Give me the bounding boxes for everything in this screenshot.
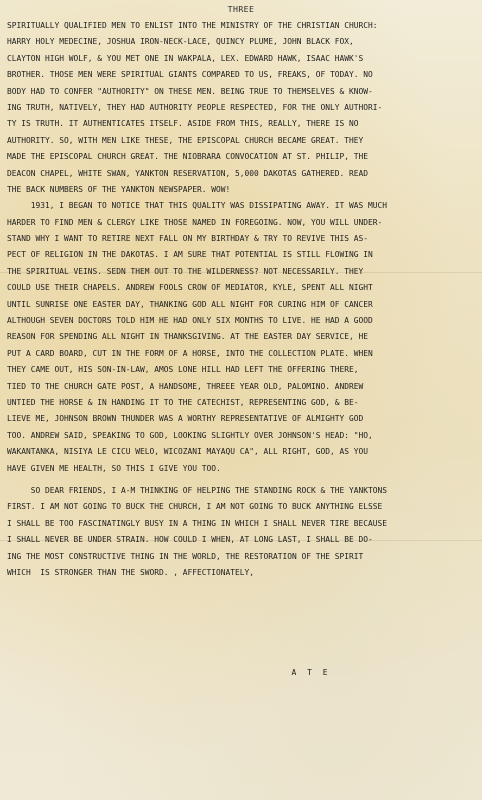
signature: A T E [291,668,331,677]
text-line: TIED TO THE CHURCH GATE POST, A HANDSOME, THREEE YEAR OLD, PALOMINO. ANDREW [7,381,364,391]
text-line: TY IS TRUTH. IT AUTHENTICATES ITSELF. ASIDE FROM THIS, REALLY, THERE IS NO [7,119,359,129]
letter-body [7,18,481,581]
text-line: SO DEAR FRIENDS, I A-M THINKING OF HELPING THE STANDING ROCK & THE YANKTONS [7,485,388,495]
text-line: PECT OF RELIGION IN THE DAKOTAS. I AM SURE THAT POTENTIAL IS STILL FLOWING IN [7,250,373,260]
text-line: REASON FOR SPENDING ALL NIGHT IN THANKSGIVING. AT THE EASTER DAY SERVICE, HE [7,332,369,342]
page-header: THREE [227,4,255,14]
text-line: AUTHORITY. SO, WITH MEN LIKE THESE, THE EPISCOPAL CHURCH BECAME GREAT. THEY [7,135,364,145]
text-line: HAVE GIVEN ME HEALTH, SO THIS I GIVE YOU TOO. [7,463,221,473]
text-line: THE BACK NUMBERS OF THE YANKTON NEWSPAPER. WOW! [7,184,231,194]
paragraph-3 [7,483,481,581]
text-line: SPIRITUALLY QUALIFIED MEN TO ENLIST INTO THE MINISTRY OF THE CHRISTIAN CHURCH: [7,21,378,30]
text-line: STAND WHY I WANT TO RETIRE NEXT FALL ON MY BIRTHDAY & TRY TO REVIVE THIS AS- [7,234,369,244]
text-line: THE SPIRITUAL VEINS. SEDN THEM OUT TO THE WILDERNESS? NOT NECESSARILY. THEY [7,266,364,276]
text-line: TOO. ANDREW SAID, SPEAKING TO GOD, LOOKING SLIGHTLY OVER JOHNSON'S HEAD: "HO, [7,430,373,440]
text-line: MADE THE EPISCOPAL CHURCH GREAT. THE NIOBRARA CONVOCATION AT ST. PHILIP, THE [7,152,369,162]
text-line: WHICH IS STRONGER THAN THE SWORD. , AFFECTIONATELY, [7,567,255,577]
text-line: COULD USE THEIR CHAPELS. ANDREW FOOLS CROW OF MEDIATOR, KYLE, SPENT ALL NIGHT [7,283,373,293]
text-line: HARDER TO FIND MEN & CLERGY LIKE THOSE NAMED IN FOREGOING. NOW, YOU WILL UNDER- [7,217,383,227]
text-line: ALTHOUGH SEVEN DOCTORS TOLD HIM HE HAD ONLY SIX MONTHS TO LIVE. HE HAD A GOOD [7,316,373,326]
paragraph-1 [7,18,481,198]
text-line: WAKANTANKA, NISIYA LE CICU WELO, WICOZANI MAYAQU CA", ALL RIGHT, GOD, AS YOU [7,447,369,457]
text-line: LIEVE ME, JOHNSON BROWN THUNDER WAS A WORTHY REPRESENTATIVE OF ALMIGHTY GOD [7,414,364,424]
text-line: BODY HAD TO CONFER "AUTHORITY" ON THESE MEN. BEING TRUE TO THEMSELVES & KNOW- [7,86,373,96]
text-line: UNTIED THE HORSE & IN HANDING IT TO THE CATECHIST, REPRESENTING GOD, & BE- [7,397,359,407]
text-line: I SHALL NEVER BE UNDER STRAIN. HOW COULD I WHEN, AT LONG LAST, I SHALL BE DO- [7,535,373,545]
text-line: HARRY HOLY MEDECINE, JOSHUA IRON-NECK-LACE, QUINCY PLUME, JOHN BLACK FOX, [7,37,354,47]
text-line: ING TRUTH, NATIVELY, THEY HAD AUTHORITY PEOPLE RESPECTED, FOR THE ONLY AUTHORI- [7,102,383,112]
text-line: CLAYTON HIGH WOLF, & YOU MET ONE IN WAKPALA, LEX. EDWARD HAWK, ISAAC HAWK'S [7,53,364,63]
text-line: BROTHER. THOSE MEN WERE SPIRITUAL GIANTS COMPARED TO US, FREAKS, OF TODAY. NO [7,70,373,80]
text-line: THEY CAME OUT, HIS SON-IN-LAW, AMOS LONE HILL HAD LEFT THE OFFERING THERE, [7,365,359,375]
text-line: 1931, I BEGAN TO NOTICE THAT THIS QUALITY WAS DISSIPATING AWAY. IT WAS MUCH [7,201,388,211]
text-line: FIRST. I AM NOT GOING TO BUCK THE CHURCH, I AM NOT GOING TO BUCK ANYTHING ELSSE [7,502,383,512]
text-line: UNTIL SUNRISE ONE EASTER DAY, THANKING GOD ALL NIGHT FOR CURING HIM OF CANCER [7,299,373,309]
paragraph-2 [7,198,481,477]
text-line: ING THE MOST CONSTRUCTIVE THING IN THE WORLD, THE RESTORATION OF THE SPIRIT [7,551,364,561]
text-line: I SHALL BE TOO FASCINATINGLY BUSY IN A THING IN WHICH I SHALL NEVER TIRE BECAUSE [7,518,388,528]
text-line: DEACON CHAPEL, WHITE SWAN, YANKTON RESERVATION, 5,000 DAKOTAS GATHERED. READ [7,168,369,178]
text-line: PUT A CARD BOARD, CUT IN THE FORM OF A HORSE, INTO THE COLLECTION PLATE. WHEN [7,348,373,358]
